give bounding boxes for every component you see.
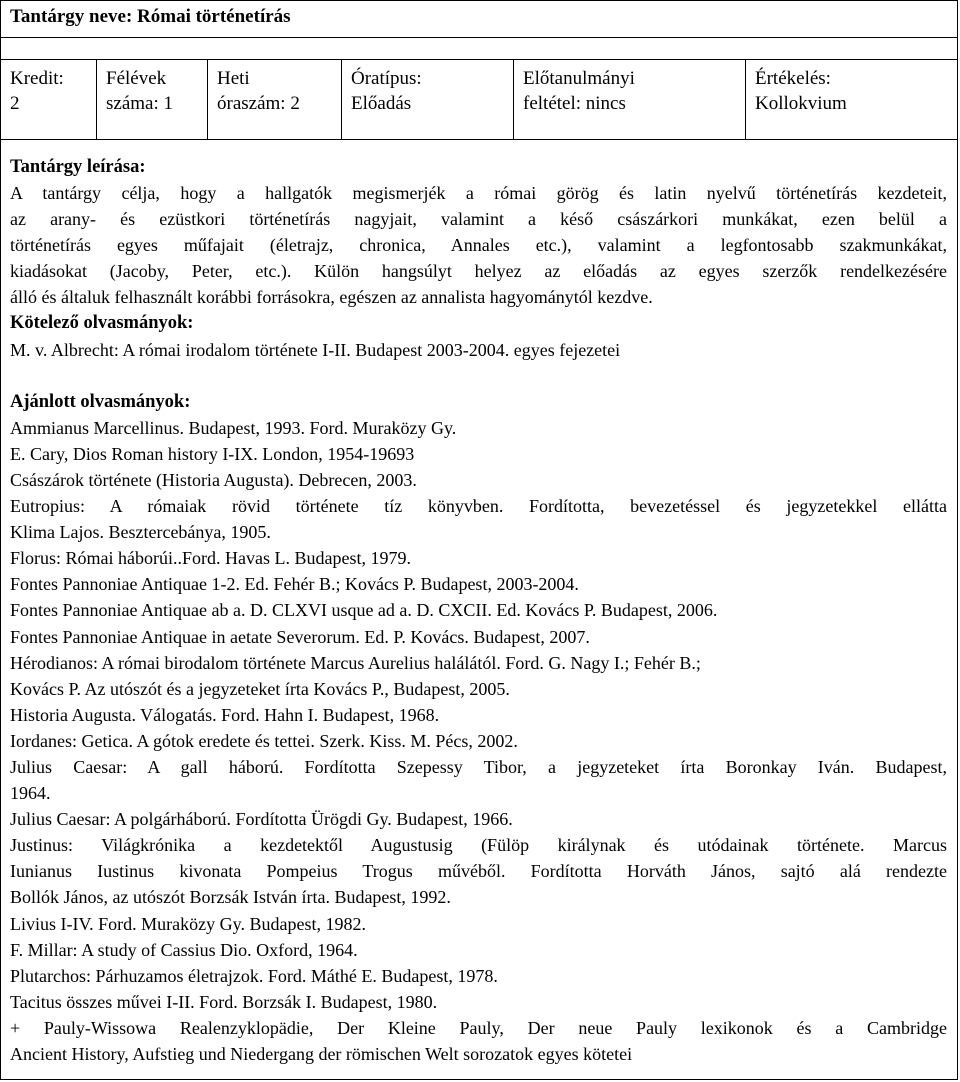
description-heading-wrap [10,144,947,180]
recommended-reading-item: Tacitus összes művei I-II. Ford. Borzsák I. Budapest, 1980. [10,991,438,1012]
recommended-reading-item: Fontes Pannoniae Antiquae ab a. D. CLXVI usque ad a. D. CXCII. Ed. Kovács P. Budapest, 2006. [10,600,718,621]
recommended-reading-item: Iordanes: Getica. A gótok eredete és tettei. Szerk. Kiss. M. Pécs, 2002. [10,730,518,751]
evaluation-value: Kollokvium [755,93,847,114]
class-type-cell [342,60,514,139]
recommended-reading-item: + Pauly-Wissowa Realenzyklopädie, Der Kleine Pauly, Der neue Pauly lexikonok és a Cambridge [10,1017,947,1038]
recommended-reading-item: Fontes Pannoniae Antiquae 1-2. Ed. Fehér B.; Kovács P. Budapest, 2003-2004. [10,574,579,595]
weekly-hours-label: Heti [217,68,250,89]
description-line: az arany- és ezüstkori történetírás nagyjait, valamint a késő császárkori munkákat, ezen belül a [10,209,947,230]
recommended-reading-item: Livius I-IV. Ford. Muraközy Gy. Budapest, 1982. [10,913,366,934]
recommended-reading-item: Historia Augusta. Válogatás. Ford. Hahn I. Budapest, 1968. [10,704,440,725]
description-text [10,180,947,310]
recommended-reading-item: Hérodianos: A római birodalom története Marcus Aurelius halálától. Ford. G. Nagy I.; Fehér B.; [10,652,701,673]
recommended-reading-item: Császárok története (Historia Augusta). Debrecen, 2003. [10,469,417,490]
course-title: Tantárgy neve: Római történetírás [1,1,957,38]
prerequisite-cell [514,60,746,139]
recommended-reading-heading: Ajánlott olvasmányok: [10,391,191,412]
evaluation-label: Értékelés: [755,68,831,89]
recommended-reading-item: Klima Lajos. Besztercebánya, 1905. [10,522,271,543]
description-heading: Tantárgy leírása: [10,156,146,177]
class-type-value: Előadás [351,93,412,114]
description-line: történetírás egyes műfajait (életrajz, chronica, Annales etc.), valamint a legfontosabb szakmunkákat, [10,235,947,256]
course-description-section [1,140,957,1067]
weekly-hours-value: óraszám: 2 [217,93,300,114]
recommended-reading-item: Fontes Pannoniae Antiquae in aetate Severorum. Ed. P. Kovács. Budapest, 2007. [10,626,590,647]
required-reading-list [10,337,947,363]
evaluation-cell [746,60,957,139]
recommended-reading-item: Ancient History, Aufstieg und Niedergang der römischen Welt sorozatok egyes kötetei [10,1044,633,1064]
semesters-label: Félévek [106,68,167,89]
recommended-reading-item: 1964. [10,783,51,804]
weekly-hours-cell [208,60,342,139]
description-line: A tantárgy célja, hogy a hallgatók megismerjék a római görög és latin nyelvű történetírás kezdeteit, [10,183,947,203]
recommended-reading-item: Iunianus Iustinus kivonata Pompeius Trogus művéből. Fordította Horváth János, sajtó alá rendezte [10,861,947,882]
required-reading-heading: Kötelező olvasmányok: [10,313,194,334]
required-reading-item: M. v. Albrecht: A római irodalom története I-II. Budapest 2003-2004. egyes fejezetei [10,339,621,360]
prerequisite-label: Előtanulmányi [523,68,635,89]
semesters-value: száma: 1 [106,93,174,114]
credit-cell [1,60,97,139]
spacer-row [1,38,957,60]
recommended-reading-item: Ammianus Marcellinus. Budapest, 1993. Ford. Muraközy Gy. [10,417,457,438]
recommended-reading-item: Kovács P. Az utószót és a jegyzeteket írta Kovács P., Budapest, 2005. [10,678,510,699]
recommended-reading-item: Florus: Római háborúi..Ford. Havas L. Budapest, 1979. [10,548,411,569]
description-line: kiadásokat (Jacoby, Peter, etc.). Külön hangsúlyt helyez az előadás az egyes szerzők rendelkezésére [10,261,947,282]
recommended-reading-item: Julius Caesar: A gall háború. Fordította Szepessy Tibor, a jegyzeteket írta Boronkay Iván. Budapest, [10,756,947,777]
recommended-reading-item: E. Cary, Dios Roman history I-IX. London, 1954-19693 [10,443,415,464]
class-type-label: Óratípus: [351,68,422,89]
description-line: álló és általuk felhasznált korábbi forrásokra, egészen az annalista hagyománytól kezdve. [10,287,653,308]
prerequisite-value: feltétel: nincs [523,93,626,114]
recommended-reading-list [10,415,947,1067]
credit-value: 2 [10,93,20,114]
semesters-cell [97,60,208,139]
course-meta-row [1,60,957,140]
section-spacer [10,363,947,389]
recommended-reading-item: F. Millar: A study of Cassius Dio. Oxford, 1964. [10,939,358,960]
recommended-reading-item: Eutropius: A rómaiak rövid története tíz könyvben. Fordította, bevezetéssel és jegyzetekkel ellátta [10,496,947,517]
recommended-reading-item: Bollók János, az utószót Borzsák István írta. Budapest, 1992. [10,887,451,908]
recommended-reading-item: Julius Caesar: A polgárháború. Fordította Ürögdi Gy. Budapest, 1966. [10,809,513,830]
recommended-reading-item: Plutarchos: Párhuzamos életrajzok. Ford. Máthé E. Budapest, 1978. [10,965,498,986]
recommended-reading-item: Justinus: Világkrónika a kezdetektől Augustusig (Fülöp királynak és utódainak története. Marcus [10,835,947,856]
credit-label: Kredit: [10,68,64,89]
